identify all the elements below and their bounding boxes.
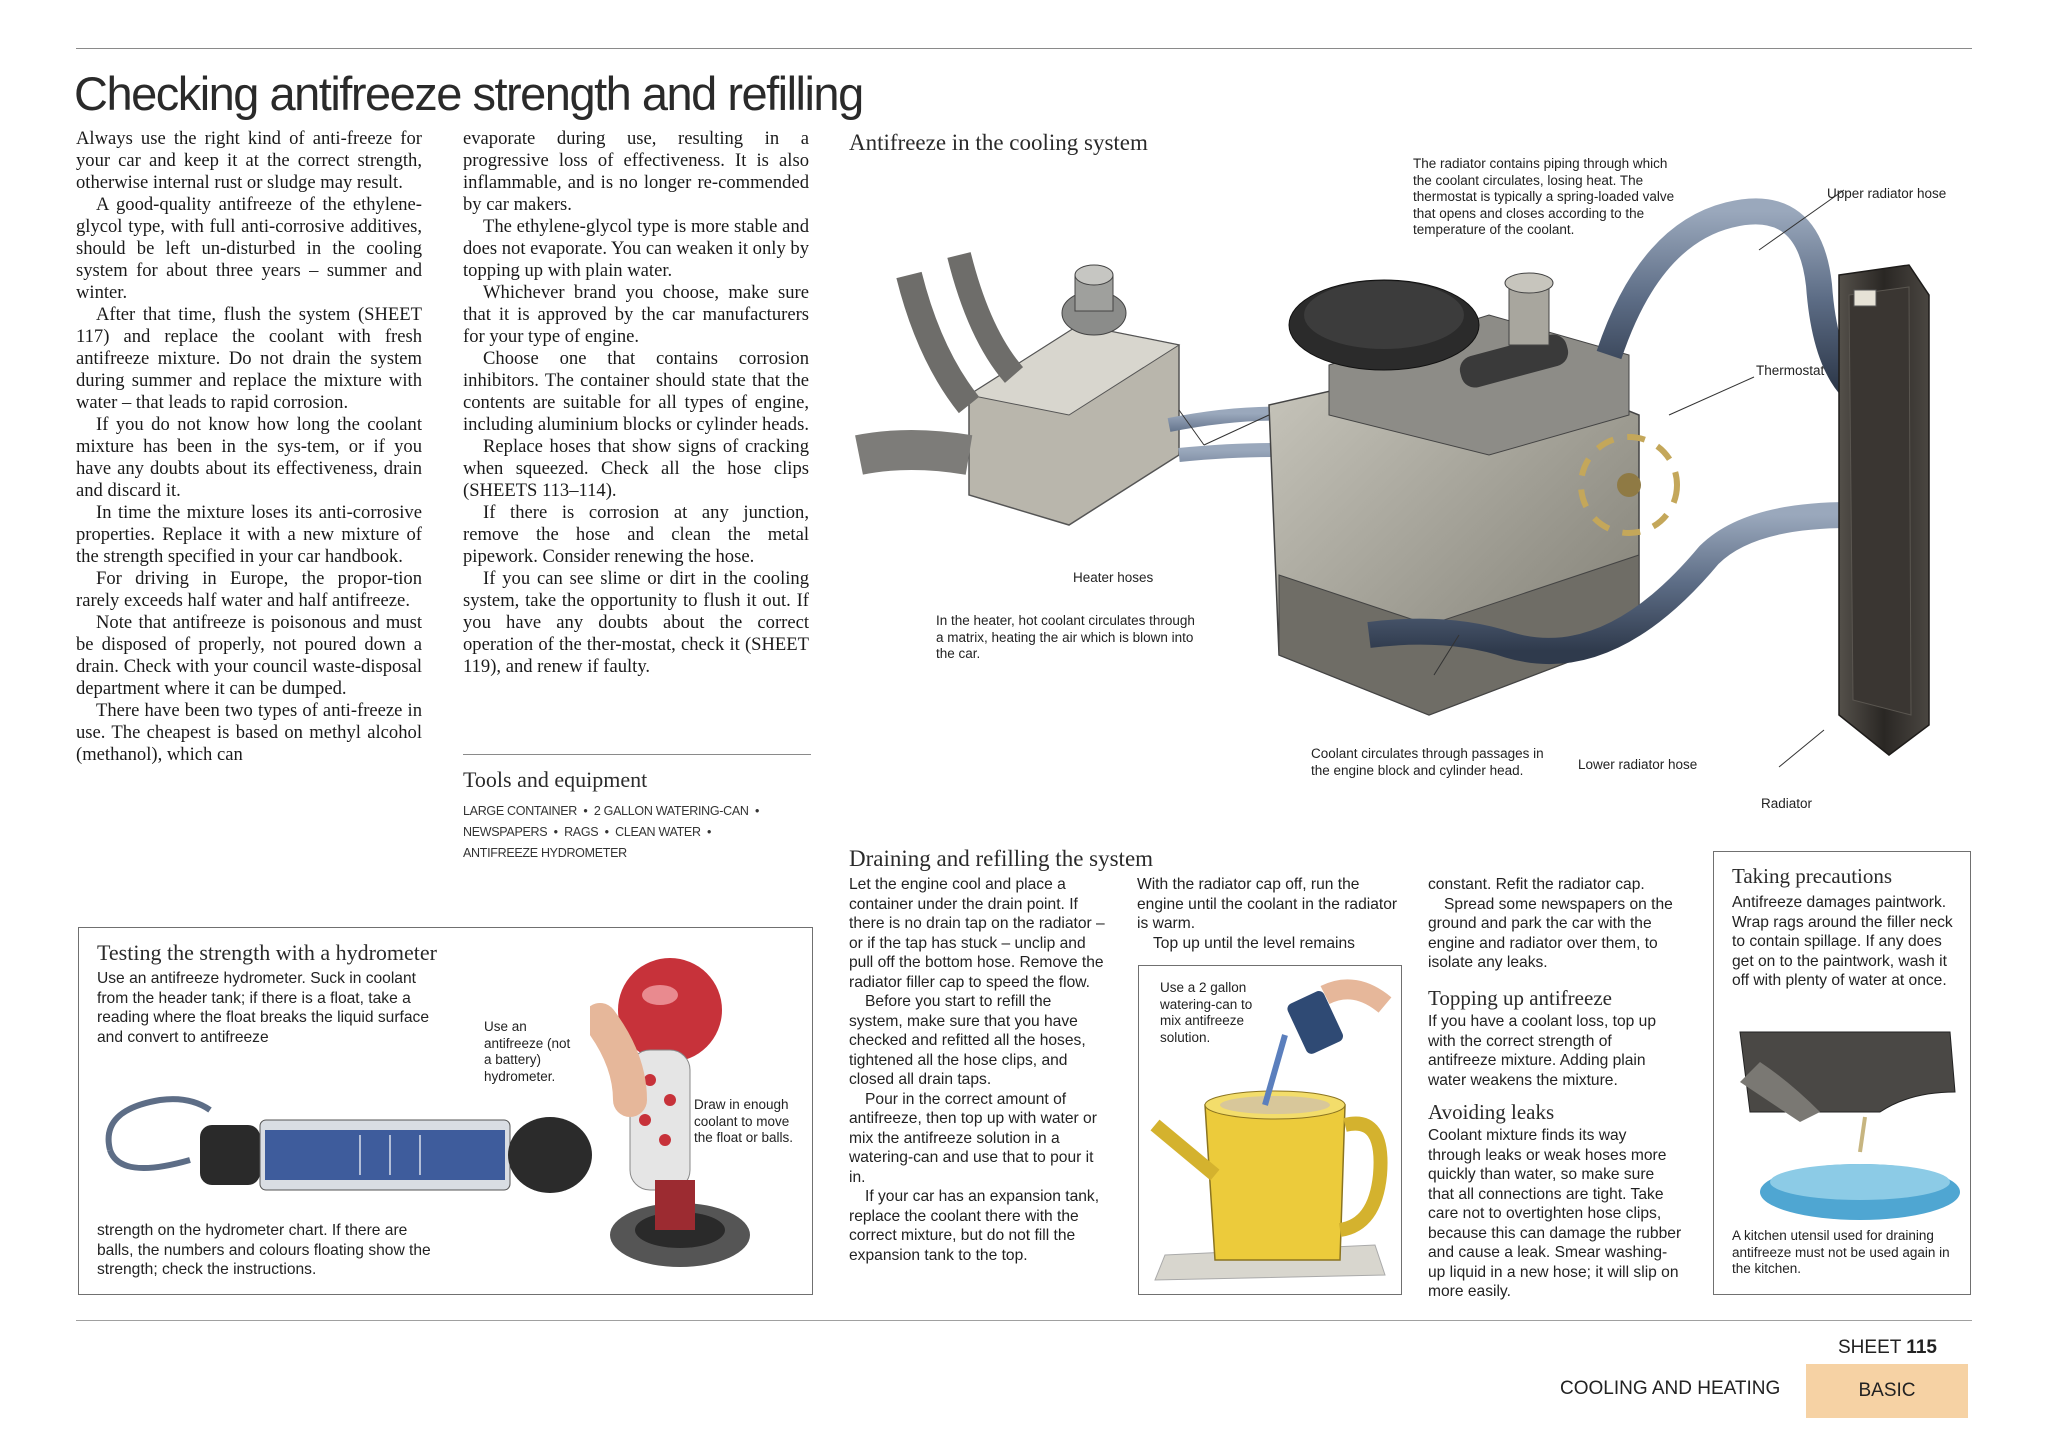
paragraph: Choose one that contains corrosion inhibitors. The container should state that the contents are suitable for all types of engine, including aluminium blocks or cylinder heads. [463,348,809,435]
body-column-2 [463,128,809,678]
tool-item: RAGS [564,825,599,839]
radiator [1839,265,1929,755]
tool-item: NEWSPAPERS [463,825,548,839]
body-column-1 [76,128,422,766]
topping-heading: Topping up antifreeze [1428,986,1612,1010]
paragraph: With the radiator cap off, run the engine until the coolant in the radiator is warm. [1137,876,1398,932]
draining-column-c [1428,875,1683,973]
paragraph: The ethylene-glycol type is more stable and does not evaporate. You can weaken it only by topping up with plain water. [463,216,809,281]
paragraph: If you do not know how long the coolant mixture has been in the sys-tem, or if you have any doubts about its effectiveness, drain and discard it. [76,414,422,501]
tools-heading: Tools and equipment [463,767,648,792]
thermostat-label: Thermostat [1756,363,1825,378]
sheet-indicator [1838,1337,1937,1359]
paragraph: evaporate during use, resulting in a progressive loss of effectiveness. It is also inflammable, and is no longer re-commended by car makers. [463,128,809,215]
hydrometer-text-2: strength on the hydrometer chart. If there are balls, the numbers and colours floating show the strength; check the instructions. [97,1222,431,1278]
lower-hose-label: Lower radiator hose [1578,757,1698,772]
paragraph: If your car has an expansion tank, replace the coolant there with the correct mixture, but do not fill the expansion tank to the top. [849,1188,1100,1264]
paragraph: Before you start to refill the system, make sure that you have checked and refitted all the hoses, tightened all the hose clips, and closed all drain taps. [849,993,1086,1088]
paragraph: Note that antifreeze is poisonous and must be disposed of properly, not poured down a drain. Check with your council waste-disposal department where it can be dumped. [76,612,422,699]
draining-heading: Draining and refilling the system [849,846,1154,871]
tool-item: 2 GALLON WATERING-CAN [593,804,749,818]
tool-item: LARGE CONTAINER [463,804,578,818]
hydrometer-heading: Testing the strength with a hydrometer [97,940,437,965]
tool-item: CLEAN WATER [615,825,701,839]
paragraph: If you can see slime or dirt in the cooling system, take the opportunity to flush it out. If you have any doubts about the correct operation of the ther-mostat, check it (SHEET 119), and renew if faulty. [463,568,809,677]
topping-text: If you have a coolant loss, top up with the correct strength of antifreeze mixture. Adding plain water weakens the mixture. [1428,1013,1656,1089]
paragraph: Replace hoses that show signs of cracking when squeezed. Check all the hose clips (SHEETS 113–114). [463,436,809,501]
section-label: COOLING AND HEATING [1560,1378,1781,1399]
paragraph: There have been two types of anti-freeze in use. The cheapest is based on methyl alcohol (methanol), which can [76,700,422,765]
draining-column-a [849,875,1109,1265]
paragraph: Spread some newspapers on the ground and park the car with the engine and radiator over them, to isolate any leaks. [1428,895,1673,971]
paragraph: After that time, flush the system (SHEET 117) and replace the coolant with fresh antifreeze mixture. Do not drain the system during summer and replace the mixture with water – that leads to rapid corrosion. [76,304,422,413]
hydrometer-caption-1: Use an antifreeze (not a battery) hydrometer. [484,1019,571,1084]
radiator-note: The radiator contains piping through which the coolant circulates, losing heat. The thermostat is typically a spring-loaded valve that opens and closes according to the temperature of the coolant. [1413,156,1675,237]
leaks-heading: Avoiding leaks [1428,1100,1555,1124]
paragraph: Always use the right kind of anti-freeze for your car and keep it at the correct strength, otherwise internal rust or sludge may result. [76,128,422,193]
paragraph: constant. Refit the radiator cap. [1428,876,1645,893]
sheet-label: SHEET [1838,1337,1902,1358]
sheet-number: 115 [1906,1337,1937,1358]
page-title: Checking antifreeze strength and refilling [74,67,863,120]
paragraph: A good-quality antifreeze of the ethylene-glycol type, with full anti-corrosive additives, should be left un-disturbed in the cooling system for about three years – summer and winter. [76,194,422,303]
hydrometer-caption-2: Draw in enough coolant to move the float or balls. [694,1097,794,1145]
level-badge: BASIC [1806,1364,1968,1418]
paragraph: If there is corrosion at any junction, remove the hose and clean the metal pipework. Consider renewing the hose. [463,502,809,567]
cooling-heading: Antifreeze in the cooling system [849,130,1148,155]
radiator-label: Radiator [1761,796,1813,811]
precautions-heading: Taking precautions [1732,864,1893,888]
precautions-text: Antifreeze damages paintwork. Wrap rags around the filler neck to contain spillage. If any does get on to the paintwork, wash it off with plenty of water at once. [1732,894,1953,989]
hydrometer-text-1: Use an antifreeze hydrometer. Suck in coolant from the header tank; if there is a float, take a reading where the float breaks the liquid surface and convert to antifreeze [97,970,429,1046]
tools-rule [463,754,811,755]
paragraph: Let the engine cool and place a container under the drain point. If there is no drain tap on the radiator – or if the tap has stuck – unclip and pull off the bottom hose. Remove the radiator filler cap to speed the flow. [849,876,1105,991]
paragraph: Top up until the level remains [1153,934,1355,952]
heater-hoses-label: Heater hoses [1073,570,1154,585]
precautions-illustration [1730,1022,1962,1222]
heater-note: In the heater, hot coolant circulates through a matrix, heating the air which is blown into the car. [936,613,1195,661]
paragraph: Whichever brand you choose, make sure that it is approved by the car manufacturers for your type of engine. [463,282,809,347]
precautions-caption: A kitchen utensil used for draining antifreeze must not be used again in the kitchen. [1732,1228,1950,1276]
draining-column-b [1137,875,1402,953]
hydrometer-illustration [100,1070,610,1210]
paragraph: Pour in the correct amount of antifreeze, then top up with water or mix the antifreeze solution in a watering-can and use that to pour it in. [849,1090,1097,1186]
tool-item: ANTIFREEZE HYDROMETER [463,846,627,860]
bottom-rule [76,1320,1972,1321]
engine-cooling-illustration [849,155,1969,815]
top-rule [76,48,1972,49]
watering-can-illustration [1145,975,1395,1290]
paragraph: For driving in Europe, the propor-tion rarely exceeds half water and half antifreeze. [76,568,422,611]
tools-list: LARGE CONTAINER • 2 GALLON WATERING-CAN • NEWSPAPERS • RAGS • CLEAN WATER • ANTIFREEZE HYDROMETER [463,804,760,860]
coolant-note: Coolant circulates through passages in the engine block and cylinder head. [1311,746,1544,778]
heater-unit [859,255,1179,525]
paragraph: In time the mixture loses its anti-corrosive properties. Replace it with a new mixture of the strength specified in your car handbook. [76,502,422,567]
leaks-text: Coolant mixture finds its way through leaks or weak hoses more quickly than water, so make sure that all connections are tight. Take care not to overtighten hose clips, because this can damage the rubber and cause a leak. Smear washing-up liquid in a new hose; it will slip on more easily. [1428,1127,1682,1300]
upper-hose-label: Upper radiator hose [1827,186,1947,201]
watering-can-caption: Use a 2 gallon watering-can to mix antifreeze solution. [1160,980,1253,1045]
